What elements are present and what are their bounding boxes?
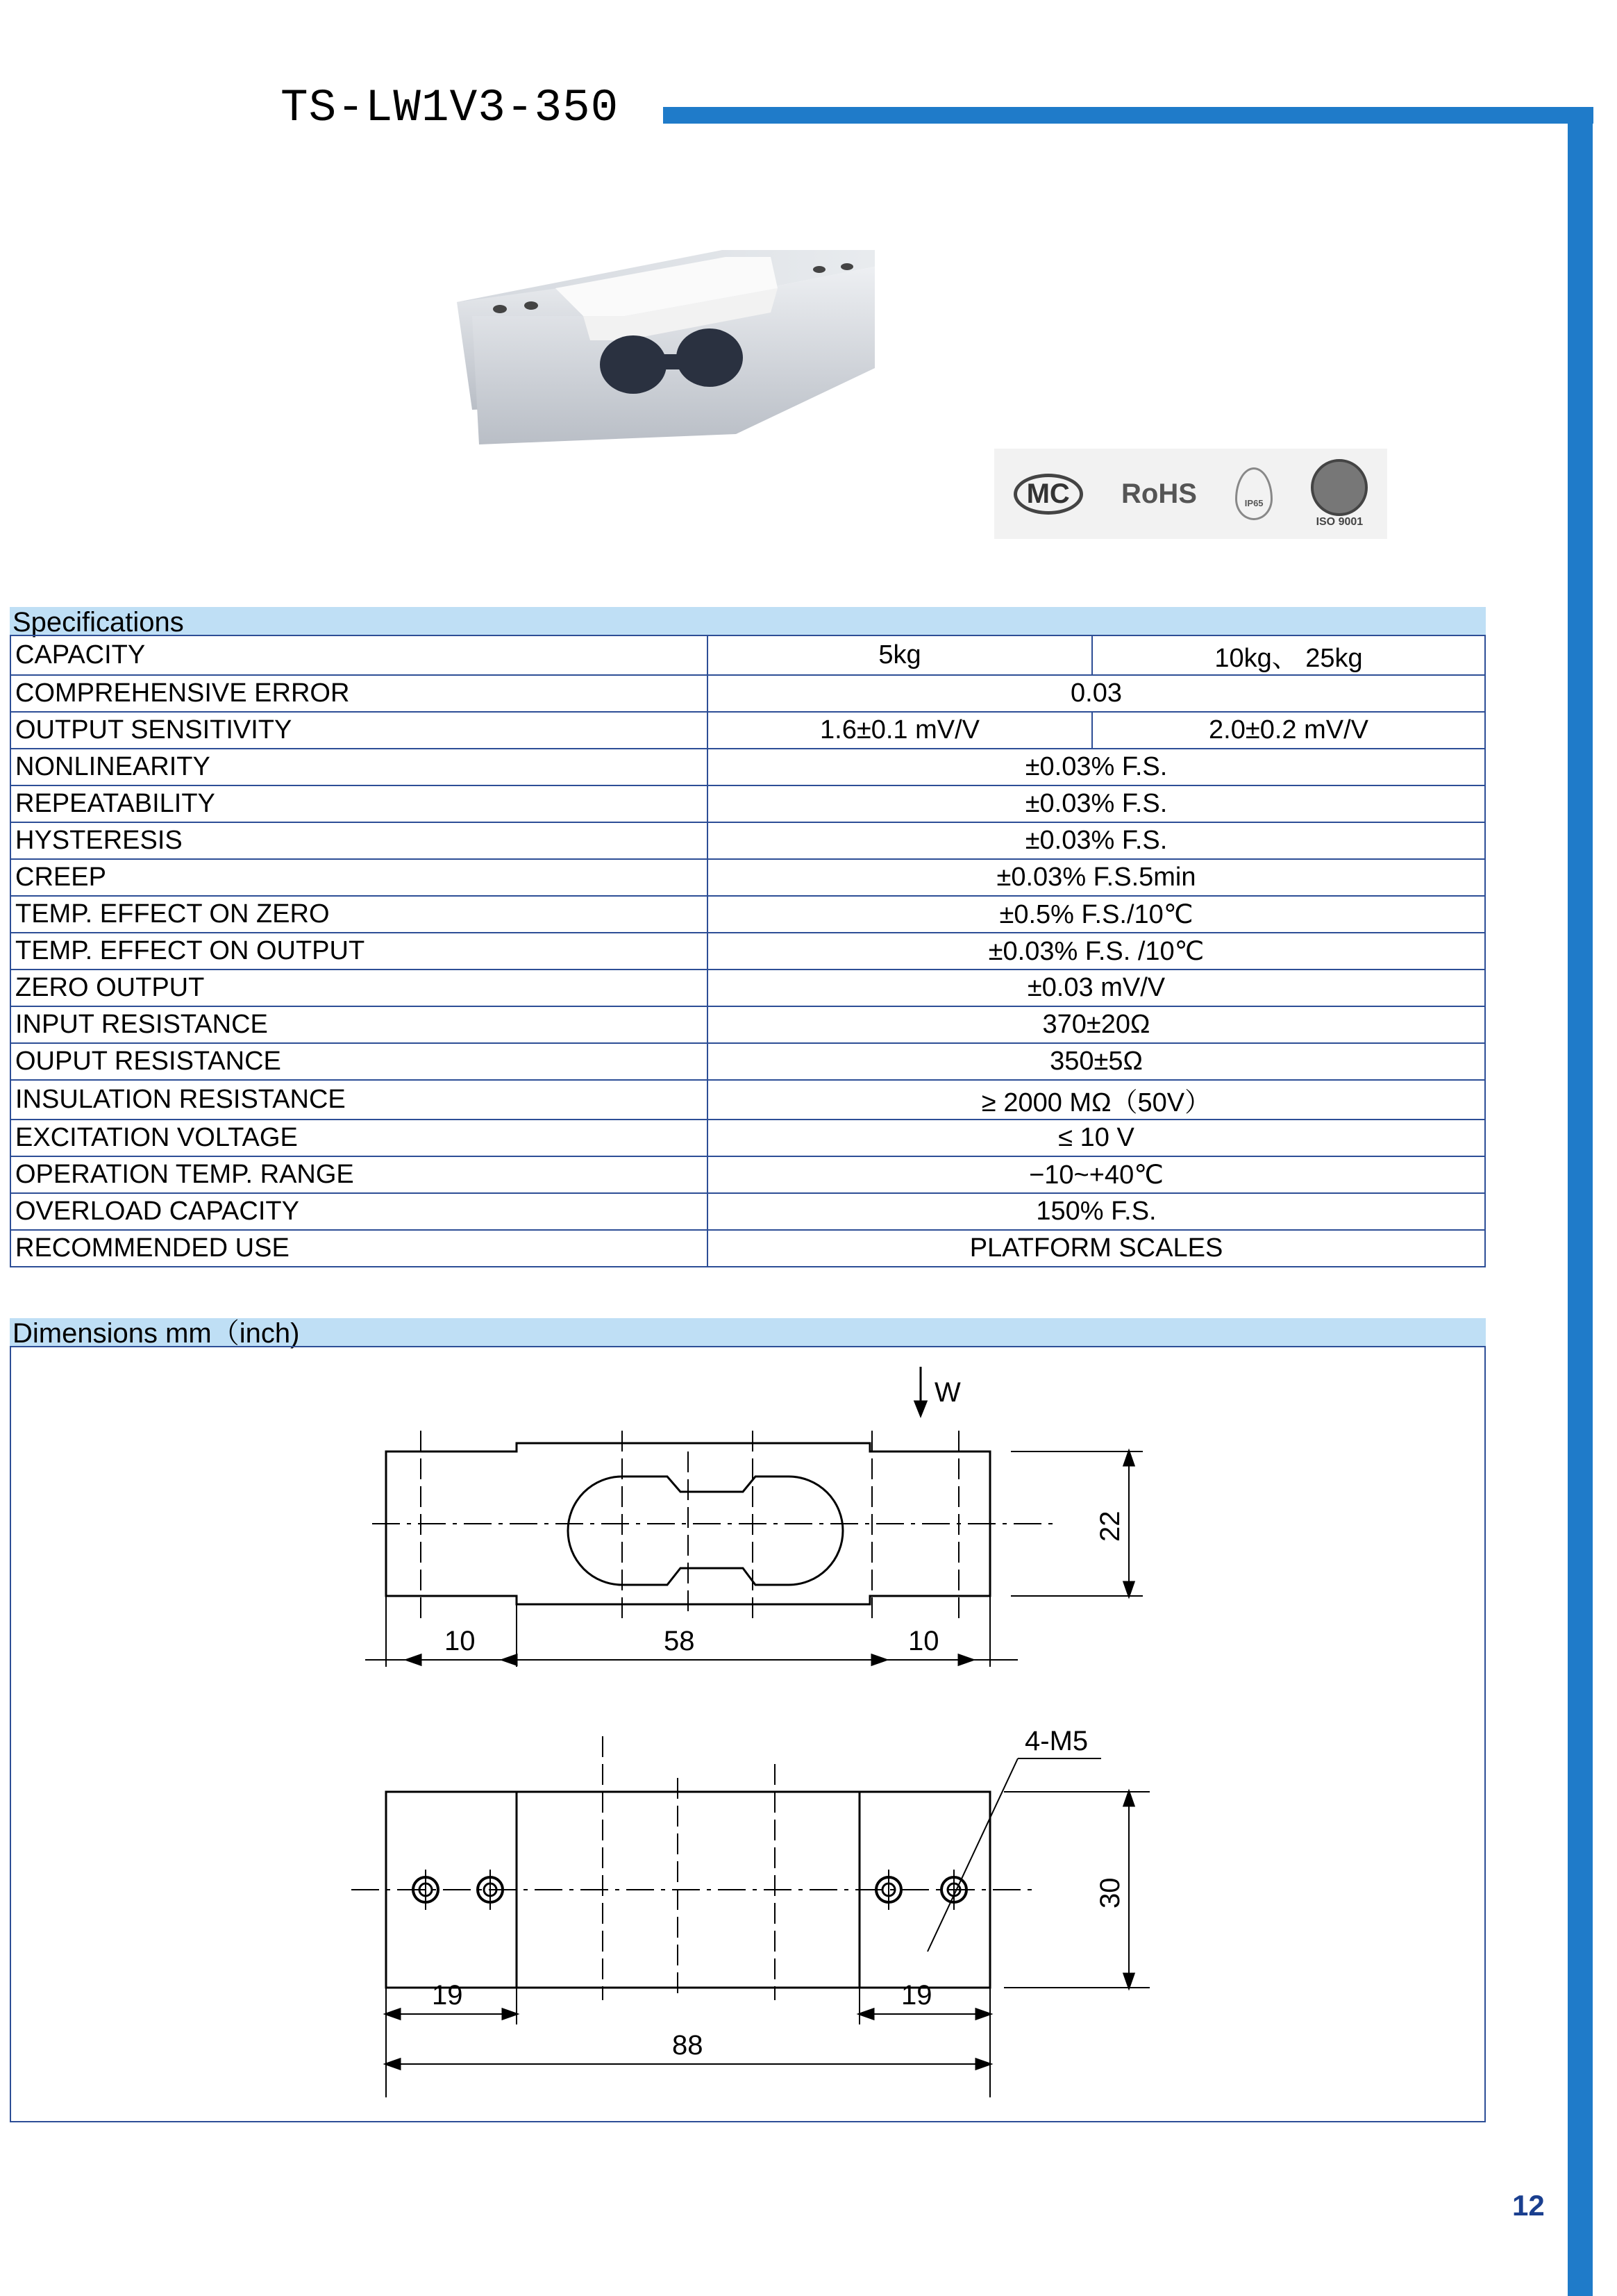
spec-value: 150% F.S.	[707, 1193, 1485, 1230]
spec-value: PLATFORM SCALES	[707, 1230, 1485, 1267]
table-row	[10, 859, 1485, 896]
table-row	[10, 1193, 1485, 1230]
spec-value: ±0.03% F.S.	[707, 822, 1485, 859]
spec-value: ±0.03% F.S. /10℃	[707, 933, 1485, 970]
spec-label: INSULATION RESISTANCE	[10, 1080, 707, 1120]
load-cell-product-image	[444, 236, 875, 472]
table-row	[10, 896, 1485, 933]
ip65-logo: IP65	[1235, 467, 1273, 520]
spec-label: OUPUT RESISTANCE	[10, 1043, 707, 1080]
page-title: TS-LW1V3-350	[280, 82, 619, 134]
spec-value: ±0.03% F.S.	[707, 749, 1485, 785]
certification-logos	[994, 449, 1387, 539]
table-row	[10, 1006, 1485, 1043]
table-row	[10, 970, 1485, 1006]
table-row	[10, 675, 1485, 712]
spec-value: 0.03	[707, 675, 1485, 712]
table-row	[10, 933, 1485, 970]
spec-value: ±0.5% F.S./10℃	[707, 896, 1485, 933]
left-block-dimension: 19	[432, 1980, 463, 2011]
table-row	[10, 712, 1485, 749]
specifications-table	[10, 635, 1486, 1267]
spec-label: OUTPUT SENSITIVITY	[10, 712, 707, 749]
header-accent-bar	[663, 107, 1593, 124]
height-dimension: 22	[1095, 1511, 1125, 1542]
page-number: 12	[1512, 2189, 1545, 2222]
table-row	[10, 822, 1485, 859]
total-length-dimension: 88	[672, 2030, 703, 2061]
thread-callout: 4-M5	[1025, 1726, 1089, 1756]
table-row	[10, 635, 1485, 675]
spec-label: OVERLOAD CAPACITY	[10, 1193, 707, 1230]
dimensions-header: Dimensions mm（inch)	[10, 1318, 1486, 1346]
spec-value: ≤ 10 V	[707, 1120, 1485, 1156]
spec-value: 370±20Ω	[707, 1006, 1485, 1043]
spec-label: TEMP. EFFECT ON OUTPUT	[10, 933, 707, 970]
spec-value: 2.0±0.2 mV/V	[1092, 712, 1485, 749]
spec-label: HYSTERESIS	[10, 822, 707, 859]
table-row	[10, 1043, 1485, 1080]
spec-label: EXCITATION VOLTAGE	[10, 1120, 707, 1156]
spec-label: CREEP	[10, 859, 707, 896]
table-row	[10, 1080, 1485, 1120]
spec-label: REPEATABILITY	[10, 785, 707, 822]
right-offset-dimension: 10	[908, 1626, 939, 1656]
right-block-dimension: 19	[901, 1980, 932, 2011]
width-dimension: 30	[1095, 1877, 1125, 1908]
spec-label: RECOMMENDED USE	[10, 1230, 707, 1267]
table-row	[10, 785, 1485, 822]
load-label: W	[935, 1377, 961, 1408]
spec-value: ≥ 2000 MΩ（50V）	[707, 1080, 1485, 1120]
iso-logo: ISO 9001	[1311, 459, 1368, 529]
spec-value: 1.6±0.1 mV/V	[707, 712, 1092, 749]
table-row	[10, 1156, 1485, 1193]
center-span-dimension: 58	[664, 1626, 695, 1656]
spec-label: NONLINEARITY	[10, 749, 707, 785]
mc-logo: MC	[1014, 474, 1083, 515]
spec-value: 10kg、 25kg	[1092, 635, 1485, 675]
spec-label: TEMP. EFFECT ON ZERO	[10, 896, 707, 933]
technical-drawing	[11, 1347, 1484, 2121]
spec-label: CAPACITY	[10, 635, 707, 675]
spec-label: OPERATION TEMP. RANGE	[10, 1156, 707, 1193]
spec-value: ±0.03 mV/V	[707, 970, 1485, 1006]
spec-label: ZERO OUTPUT	[10, 970, 707, 1006]
table-row	[10, 1230, 1485, 1267]
left-offset-dimension: 10	[444, 1626, 476, 1656]
table-row	[10, 1120, 1485, 1156]
spec-value: ±0.03% F.S.	[707, 785, 1485, 822]
spec-value: 5kg	[707, 635, 1092, 675]
table-row	[10, 749, 1485, 785]
spec-value: 350±5Ω	[707, 1043, 1485, 1080]
specifications-header: Specifications	[10, 607, 1486, 635]
side-accent-bar	[1568, 107, 1593, 2296]
spec-label: INPUT RESISTANCE	[10, 1006, 707, 1043]
rohs-logo: RoHS	[1121, 478, 1197, 509]
dimensions-drawing-box	[10, 1346, 1486, 2122]
spec-value: −10~+40℃	[707, 1156, 1485, 1193]
spec-label: COMPREHENSIVE ERROR	[10, 675, 707, 712]
spec-value: ±0.03% F.S.5min	[707, 859, 1485, 896]
